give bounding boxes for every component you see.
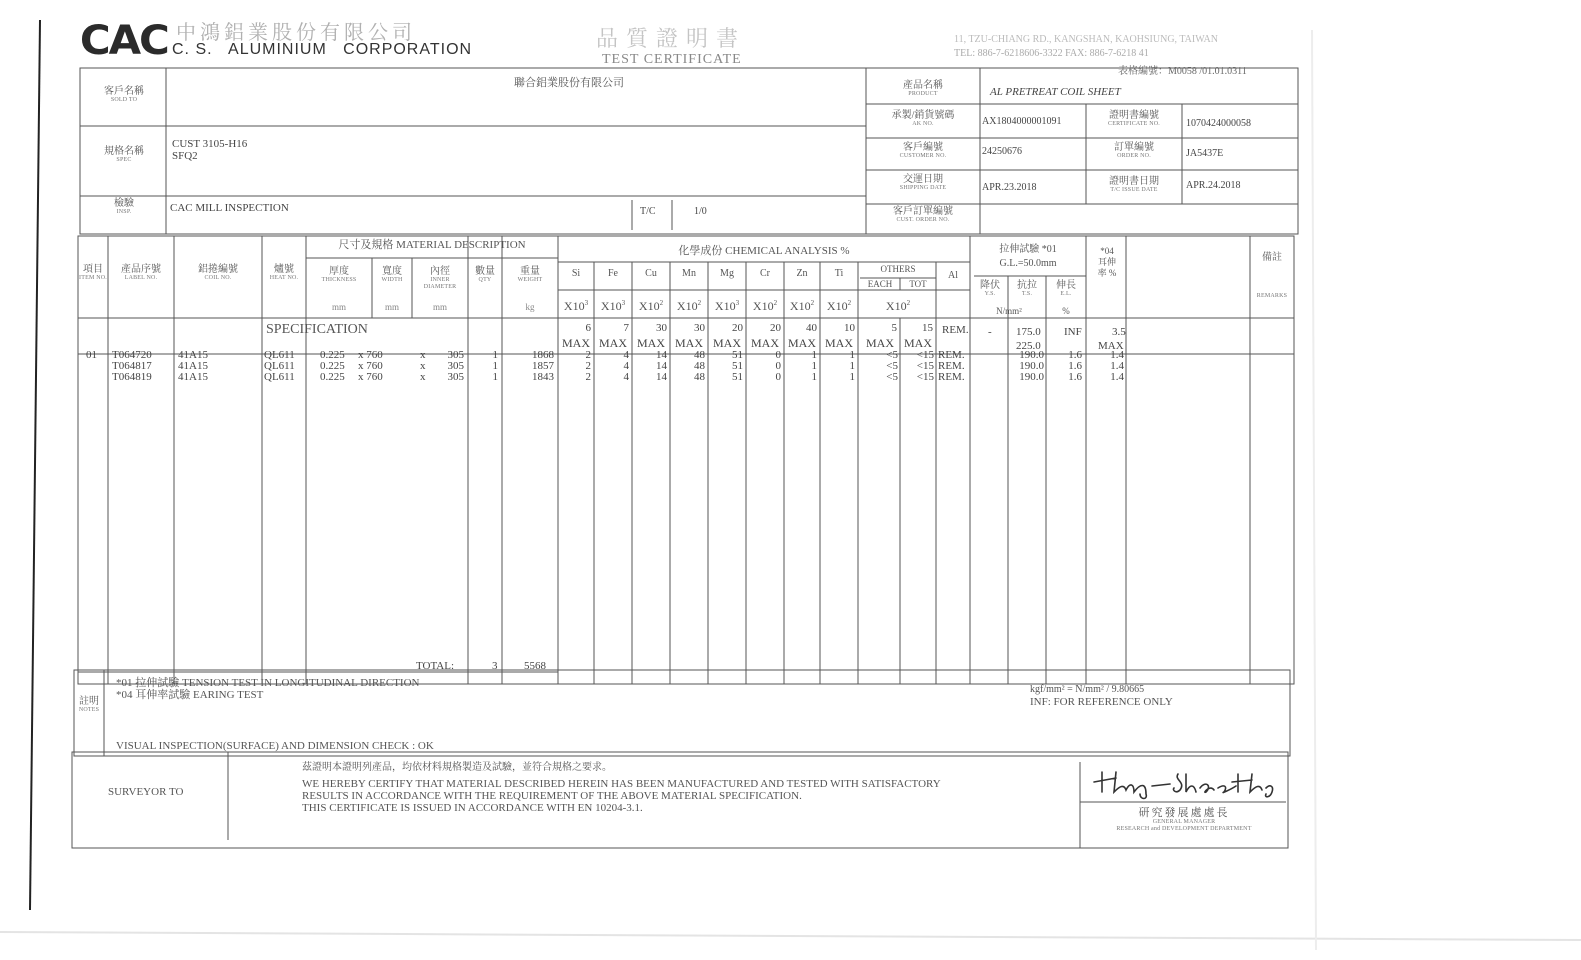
- row-others-tot: <15: [916, 360, 934, 372]
- row-others-each: <5: [886, 360, 898, 372]
- spec-max-word: MAX: [750, 336, 779, 350]
- cust-order-label: 客戶訂單編號 CUST. ORDER NO.: [893, 206, 953, 223]
- spec-max-word: MAX: [712, 336, 741, 350]
- sold-to-value: 聯合鋁業股份有限公司: [514, 77, 624, 89]
- signature-stroke: [1090, 764, 1280, 800]
- col-el: 伸長 E.L.: [1056, 280, 1076, 297]
- spec-ear-max: MAX: [1098, 340, 1124, 352]
- insp-value: CAC MILL INSPECTION: [170, 202, 289, 214]
- spec-ys: -: [988, 326, 992, 338]
- ak-label: 承製/銷貨號碼 AK NO.: [891, 110, 955, 127]
- note-tension: *01 拉伸試驗 TENSION TEST IN LONGITUDINAL DIRECTION: [116, 677, 420, 689]
- order-label: 訂單編號 ORDER NO.: [1114, 142, 1154, 159]
- row-chem-value: 0: [775, 371, 781, 383]
- row-chem-value: 1: [811, 371, 817, 383]
- mult-mg: $X10^3$: [714, 299, 740, 313]
- row-earing: 1.4: [1110, 371, 1124, 383]
- row-earing: 1.4: [1110, 349, 1124, 361]
- row-chem-value: 48: [694, 371, 705, 383]
- certify-line-3: THIS CERTIFICATE IS ISSUED IN ACCORDANCE WITH EN 10204-3.1.: [302, 802, 643, 814]
- mult-ti: $X10^2$: [826, 299, 852, 313]
- total-label: TOTAL:: [416, 660, 455, 672]
- spec-ts-max: 225.0: [1016, 340, 1041, 352]
- note-earing: *04 耳伸率試驗 EARING TEST: [116, 689, 264, 701]
- row-x: x: [420, 360, 426, 372]
- certify-line-2: RESULTS IN ACCORDANCE WITH THE REQUIREMENT OF THE ABOVE MATERIAL SPECIFICATION.: [302, 790, 802, 802]
- chem-el-si: Si: [571, 268, 581, 279]
- row-label-no: T064819: [112, 371, 152, 383]
- col-coil-no: 鋁捲編號 COIL NO.: [198, 264, 238, 281]
- col-thickness: 厚度 THICKNESS: [321, 266, 357, 283]
- mult-fe: $X10^3$: [600, 299, 626, 313]
- spec-max-value: 40: [806, 322, 817, 334]
- unit-mm-3: mm: [432, 302, 447, 312]
- spec-max-value: 30: [656, 322, 667, 334]
- chem-al: Al: [948, 270, 958, 281]
- spec-ts-min: 175.0: [1016, 326, 1041, 338]
- form-number: 表格編號：M0058 /01.01.0311: [1118, 66, 1247, 77]
- chem-tot: TOT: [909, 279, 927, 289]
- row-ts: 190.0: [1019, 360, 1044, 372]
- col-remarks: 備註 REMARKS: [1256, 252, 1288, 299]
- row-chem-value: 4: [623, 360, 629, 372]
- row-chem-value: 0: [775, 360, 781, 372]
- row-chem-value: 1: [849, 349, 855, 361]
- surveyor-label: SURVEYOR TO: [108, 786, 184, 798]
- product-label: 產品名稱 PRODUCT: [903, 80, 943, 97]
- row-x: x: [420, 349, 426, 361]
- col-heat-no: 爐號 HEAT NO.: [269, 264, 299, 281]
- cert-label: 證明書編號 CERTIFICATE NO.: [1108, 110, 1160, 127]
- row-chem-value: 51: [732, 349, 743, 361]
- row-coil-no: 41A15: [178, 360, 208, 372]
- signature: [1090, 764, 1280, 800]
- row-chem-value: 4: [623, 349, 629, 361]
- row-chem-value: 0: [775, 349, 781, 361]
- row-chem-value: 51: [732, 371, 743, 383]
- row-coil-no: 41A15: [178, 349, 208, 361]
- ship-label: 交運日期 SHIPPING DATE: [899, 174, 947, 191]
- spec-max-value: 20: [770, 322, 781, 334]
- spec-line-2: SFQ2: [172, 150, 198, 162]
- row-weight: 1843: [532, 371, 554, 383]
- mult-zn: $X10^2$: [789, 299, 815, 313]
- spec-max-value: 6: [585, 322, 591, 334]
- tensile-gl: G.L.=50.0mm: [999, 258, 1057, 269]
- doc-title-cn: 品質證明書: [596, 26, 747, 51]
- row-others-tot: <15: [916, 349, 934, 361]
- row-chem-value: 14: [656, 360, 667, 372]
- row-coil-no: 41A15: [178, 371, 208, 383]
- chem-el-ti: Ti: [834, 268, 844, 279]
- row-chem-value: 1: [811, 360, 817, 372]
- row-width: x 760: [358, 349, 383, 361]
- note-visual-check: VISUAL INSPECTION(SURFACE) AND DIMENSION CHECK : OK: [116, 740, 434, 752]
- spec-max-word: MAX: [561, 336, 590, 350]
- row-al: REM.: [938, 360, 965, 372]
- spec-max-word: MAX: [824, 336, 853, 350]
- chem-el-fe: Fe: [608, 268, 618, 279]
- company-name-en: C. S. ALUMINIUM CORPORATION: [172, 41, 473, 58]
- row-others-each: <5: [886, 349, 898, 361]
- note-conversion: kgf/mm² = N/mm² / 9.80665: [1030, 684, 1145, 695]
- sign-title: 研究發展處處長 GENERAL MANAGER RESEARCH and DEVELOPMENT DEPARTMENT: [1116, 807, 1252, 832]
- doc-title-en: TEST CERTIFICATE: [602, 52, 742, 67]
- spec-max-word: MAX: [636, 336, 665, 350]
- row-qty: 1: [492, 360, 498, 372]
- chem-others: OTHERS: [880, 264, 916, 274]
- tc-label: T/C: [640, 206, 656, 217]
- row-chem-value: 2: [585, 360, 591, 372]
- row-chem-value: 1: [849, 360, 855, 372]
- notes-label: 註明 NOTES: [78, 696, 100, 713]
- spec-max-value: 20: [732, 322, 743, 334]
- row-chem-value: 51: [732, 360, 743, 372]
- spec-el: INF: [1064, 326, 1082, 338]
- row-qty: 1: [492, 349, 498, 361]
- col-qty: 數量 QTY: [475, 266, 495, 283]
- row-weight: 1857: [532, 360, 554, 372]
- row-others-tot: <15: [916, 371, 934, 383]
- spec-label: 規格名稱 SPEC: [104, 146, 144, 163]
- row-width: x 760: [358, 371, 383, 383]
- col-ts: 抗拉 T.S.: [1017, 280, 1037, 297]
- company-logo: [79, 18, 168, 64]
- company-address: 11, TZU-CHIANG RD., KANGSHAN, KAOHSIUNG, TAIWAN: [954, 34, 1219, 45]
- row-chem-value: 1: [811, 349, 817, 361]
- sold-to-label: 客戶名稱 SOLD TO: [104, 86, 144, 103]
- row-al: REM.: [938, 371, 965, 383]
- row-heat-no: QL611: [264, 360, 295, 372]
- cert-value: 1070424000058: [1186, 118, 1251, 129]
- cust-label: 客戶編號 CUSTOMER NO.: [899, 142, 947, 159]
- issue-label: 證明書日期 T/C ISSUE DATE: [1109, 176, 1159, 193]
- chem-el-cu: Cu: [645, 268, 657, 279]
- row-el: 1.6: [1068, 349, 1082, 361]
- spec-al: REM.: [942, 324, 969, 336]
- ak-value: AX1804000001091: [982, 116, 1062, 127]
- row-x: x: [420, 371, 426, 383]
- chem-title: 化學成份 CHEMICAL ANALYSIS %: [678, 245, 850, 257]
- unit-pct: %: [1062, 306, 1070, 316]
- spec-ear: 3.5: [1112, 326, 1126, 338]
- row-chem-value: 48: [694, 360, 705, 372]
- row-earing: 1.4: [1110, 360, 1124, 372]
- row-el: 1.6: [1068, 371, 1082, 383]
- logo-text: CAC: [79, 18, 168, 64]
- order-value: JA5437E: [1186, 148, 1224, 159]
- company-phone: TEL: 886-7-6218606-3322 FAX: 886-7-6218 41: [954, 48, 1149, 59]
- row-ts: 190.0: [1019, 349, 1044, 361]
- row-al: REM.: [938, 349, 965, 361]
- row-label-no: T064720: [112, 349, 152, 361]
- cust-value: 24250676: [982, 146, 1022, 157]
- row-heat-no: QL611: [264, 349, 295, 361]
- unit-kg: kg: [525, 302, 535, 312]
- spec-max-value: 10: [844, 322, 855, 334]
- issue-value: APR.24.2018: [1186, 180, 1241, 191]
- unit-mm-2: mm: [384, 302, 399, 312]
- mult-mn: $X10^2$: [676, 299, 702, 313]
- spec-line-1: CUST 3105-H16: [172, 138, 248, 150]
- row-weight: 1868: [532, 349, 554, 361]
- col-width: 寬度 WIDTH: [381, 266, 403, 283]
- col-weight: 重量 WEIGHT: [517, 266, 543, 283]
- unit-n-mm2: N/mm²: [996, 306, 1022, 316]
- chem-el-mn: Mn: [682, 268, 696, 279]
- row-inner: 305: [447, 349, 464, 361]
- spec-max-value: 30: [694, 322, 705, 334]
- spec-max-word: MAX: [903, 336, 932, 350]
- spec-max-value: 5: [891, 322, 897, 334]
- row-chem-value: 14: [656, 349, 667, 361]
- row-thickness: 0.225: [320, 360, 345, 372]
- spec-max-value: 15: [922, 322, 933, 334]
- spec-row-label: SPECIFICATION: [266, 322, 368, 337]
- chem-el-cr: Cr: [760, 268, 770, 279]
- row-el: 1.6: [1068, 360, 1082, 372]
- row-chem-value: 1: [849, 371, 855, 383]
- spec-max-word: MAX: [865, 336, 894, 350]
- total-weight: 5568: [524, 660, 546, 672]
- col-label-no: 產品序號 LABEL NO.: [121, 264, 161, 281]
- row-others-each: <5: [886, 371, 898, 383]
- row-chem-value: 4: [623, 371, 629, 383]
- chem-el-mg: Mg: [720, 268, 734, 279]
- insp-label: 檢驗 INSP.: [114, 198, 134, 215]
- spec-max-word: MAX: [787, 336, 816, 350]
- item-number: 01: [86, 349, 97, 361]
- row-chem-value: 48: [694, 349, 705, 361]
- spec-max-value: 7: [623, 322, 629, 334]
- tensile-title: 拉伸試驗 *01: [999, 244, 1057, 255]
- material-title: 尺寸及規格 MATERIAL DESCRIPTION: [338, 239, 526, 251]
- mult-cr: $X10^2$: [752, 299, 778, 313]
- mult-cu: $X10^2$: [638, 299, 664, 313]
- spec-max-word: MAX: [598, 336, 627, 350]
- spec-max-word: MAX: [674, 336, 703, 350]
- ship-value: APR.23.2018: [982, 182, 1037, 193]
- row-label-no: T064817: [112, 360, 152, 372]
- certify-cn: 茲證明本證明列產品，均依材料規格製造及試驗，並符合規格之要求。: [302, 762, 612, 773]
- row-chem-value: 2: [585, 371, 591, 383]
- row-thickness: 0.225: [320, 371, 345, 383]
- col-ys: 降伏 Y.S.: [980, 280, 1000, 297]
- row-width: x 760: [358, 360, 383, 372]
- row-chem-value: 14: [656, 371, 667, 383]
- total-qty: 3: [492, 660, 498, 672]
- mult-others: $X10^2$: [885, 299, 911, 313]
- row-heat-no: QL611: [264, 371, 295, 383]
- chem-el-zn: Zn: [796, 268, 808, 279]
- product-value: AL PRETREAT COIL SHEET: [990, 86, 1121, 98]
- col-inner: 內徑 INNER DIAMETER: [423, 266, 457, 290]
- row-ts: 190.0: [1019, 371, 1044, 383]
- row-inner: 305: [447, 371, 464, 383]
- col-earing: *04 耳伸率 %: [1097, 246, 1117, 278]
- mult-si: $X10^3$: [563, 299, 589, 313]
- row-inner: 305: [447, 360, 464, 372]
- row-thickness: 0.225: [320, 349, 345, 361]
- row-chem-value: 2: [585, 349, 591, 361]
- row-qty: 1: [492, 371, 498, 383]
- col-item: 項目 ITEM NO.: [79, 264, 107, 281]
- certify-line-1: WE HEREBY CERTIFY THAT MATERIAL DESCRIBED HEREIN HAS BEEN MANUFACTURED AND TESTED WITH SATISFACTORY: [302, 778, 941, 790]
- chem-each: EACH: [867, 279, 893, 289]
- tc-value: 1/0: [694, 206, 707, 217]
- unit-mm-1: mm: [331, 302, 346, 312]
- note-reference: INF: FOR REFERENCE ONLY: [1030, 696, 1173, 708]
- company-name-cn: 中鴻鋁業股份有限公司: [176, 22, 416, 44]
